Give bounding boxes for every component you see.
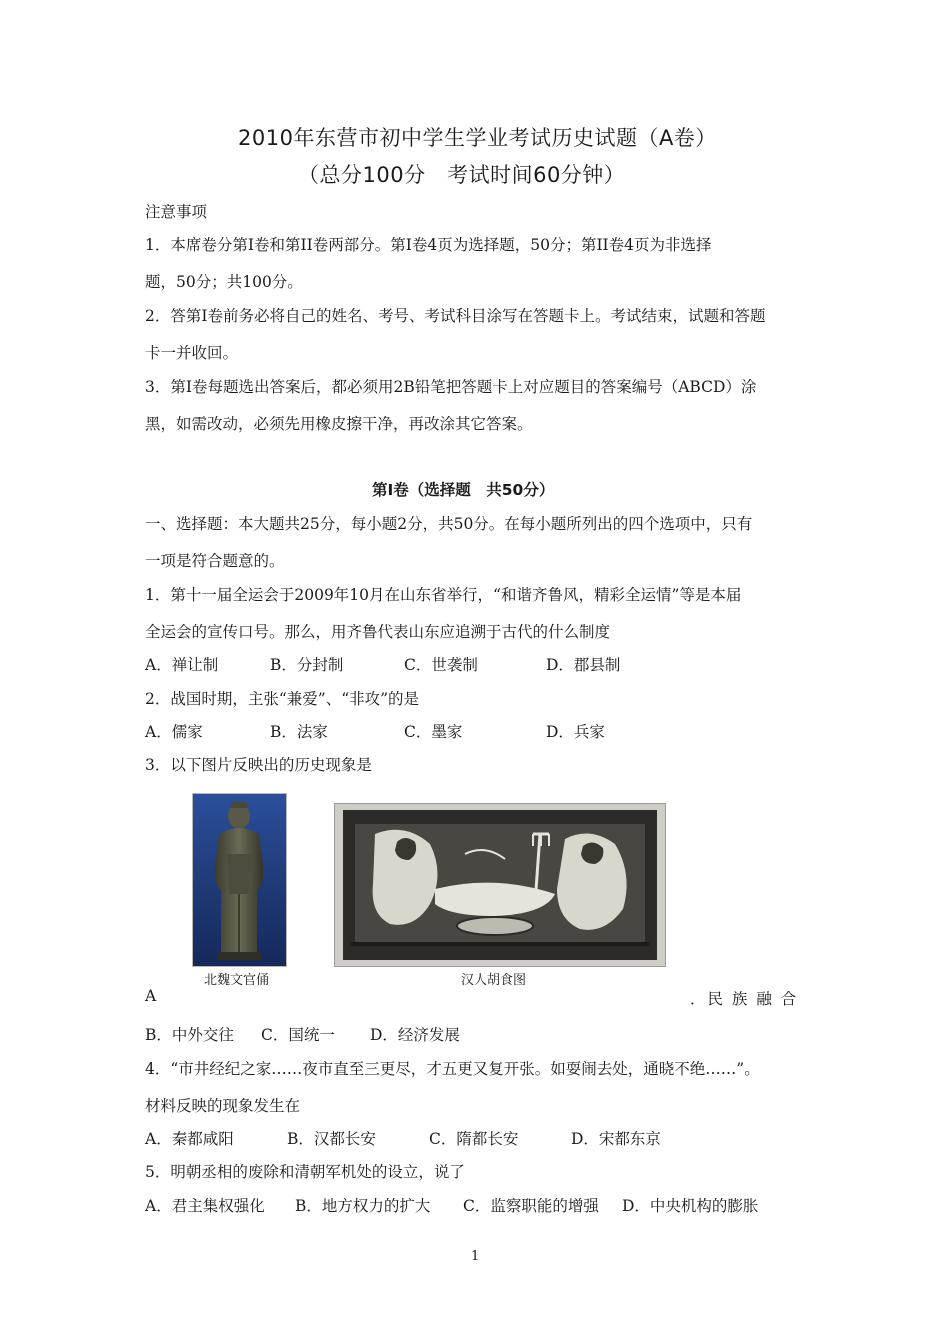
note-3-line-1: 3．第Ⅰ卷每题选出答案后，都必须用2B铅笔把答题卡上对应题目的答案编号（ABCD）涂 [145, 378, 757, 396]
note-3-line-2: 黑，如需改动，必须先用橡皮擦干净，再改涂其它答案。 [145, 415, 533, 433]
section-intro-line-2: 一项是符合题意的。 [145, 552, 285, 570]
figurine-drawing [193, 794, 286, 966]
q4-option-a: A．秦都咸阳 [145, 1130, 234, 1148]
q5-option-c: C．监察职能的增强 [463, 1197, 599, 1215]
q2-option-a: A．儒家 [145, 723, 203, 741]
q1-stem-line-2: 全运会的宣传口号。那么，用齐鲁代表山东应追溯于古代的什么制度 [145, 623, 611, 641]
q3-option-b: B．中外交往 [145, 1026, 234, 1044]
q5-option-a: A．君主集权强化 [145, 1197, 265, 1215]
q1-option-b: B．分封制 [270, 656, 344, 674]
q5-option-b: B．地方权力的扩大 [295, 1197, 431, 1215]
q5-option-d: D．中央机构的膨胀 [622, 1197, 759, 1215]
q4-stem-line-1: 4．“市井经纪之家……夜市直至三更尽，才五更又复开张。如耍闹去处，通晓不绝……”。 [145, 1060, 760, 1078]
q5-stem: 5．明朝丞相的废除和清朝军机处的设立，说了 [145, 1163, 465, 1181]
q2-option-b: B．法家 [270, 723, 328, 741]
section-intro-line-1: 一、选择题：本大题共25分，每小题2分，共50分。在每小题所列出的四个选项中，只有 [145, 515, 753, 533]
note-2-line-2: 卡一并收回。 [145, 344, 239, 362]
note-2-line-1: 2．答第Ⅰ卷前务必将自己的姓名、考号、考试科目涂写在答题卡上。考试结束，试题和答题 [145, 307, 766, 325]
q2-option-c: C．墨家 [404, 723, 463, 741]
page-number: 1 [471, 1249, 480, 1264]
q1-option-a: A．禅让制 [145, 656, 219, 674]
q4-option-d: D．宋都东京 [571, 1130, 661, 1148]
q2-option-d: D．兵家 [546, 723, 605, 741]
note-1-line-2: 题，50分；共100分。 [145, 273, 303, 291]
hu-food-image [334, 803, 666, 967]
hu-food-drawing [335, 804, 665, 966]
q1-option-c: C．世袭制 [404, 656, 478, 674]
exam-subtitle: （总分100分 考试时间60分钟） [298, 163, 626, 187]
hu-food-caption: 汉人胡食图 [461, 973, 527, 988]
q4-stem-line-2: 材料反映的现象发生在 [145, 1097, 301, 1115]
section-heading: 第Ⅰ卷（选择题 共50分） [372, 481, 555, 499]
q4-option-b: B．汉都长安 [287, 1130, 376, 1148]
q3-option-c: C．国统一 [261, 1026, 335, 1044]
q4-option-c: C．隋都长安 [429, 1130, 519, 1148]
q2-stem: 2．战国时期，主张“兼爱”、“非攻”的是 [145, 690, 420, 708]
notes-heading: 注意事项 [145, 203, 208, 221]
figurine-caption: 北魏文官俑 [204, 973, 270, 988]
q3-option-a-text: ．民 族 融 合 [690, 990, 799, 1008]
q3-stem: 3．以下图片反映出的历史现象是 [145, 756, 372, 774]
q1-option-d: D．郡县制 [546, 656, 621, 674]
q3-option-a-letter: A [145, 987, 157, 1005]
note-1-line-1: 1．本席卷分第Ⅰ卷和第II卷两部分。第Ⅰ卷4页为选择题，50分；第II卷4页为非选择 [145, 236, 712, 254]
figurine-image [192, 793, 287, 967]
q3-option-d: D．经济发展 [370, 1026, 460, 1044]
q1-stem-line-1: 1．第十一届全运会于2009年10月在山东省举行，“和谐齐鲁风，精彩全运情”等是本届 [145, 586, 742, 604]
exam-title: 2010年东营市初中学生学业考试历史试题（A卷） [238, 126, 717, 150]
